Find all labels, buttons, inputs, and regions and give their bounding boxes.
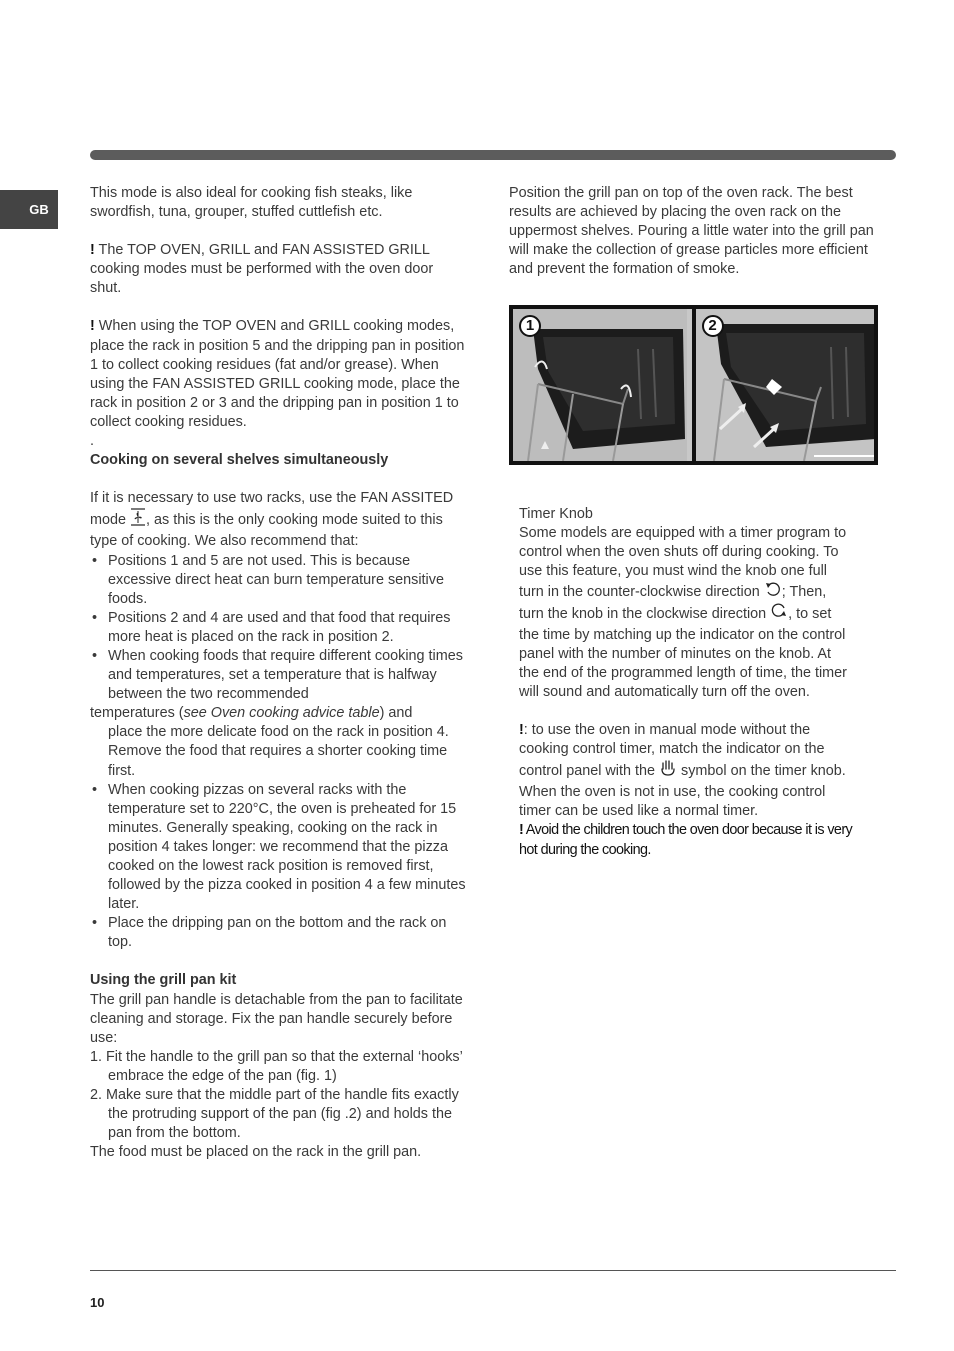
warning-text: When using the TOP OVEN and GRILL cooking modes, place the rack in position 5 and the dripping pan in position 1 to collect cooking residues (fat and/or grease). When using the FAN ASSISTED GRILL cooking mode, place the rack in position 2 or 3 and the dripping pan in position 1 to collect cooking residues. <box>90 318 465 430</box>
hand-symbol-icon <box>659 759 677 783</box>
page-number: 10 <box>90 1295 105 1310</box>
warning-door-shut <box>90 241 466 298</box>
figure-panel-2 <box>696 309 875 461</box>
warning-text: Avoid the children touch the oven door because it is very hot during the cooking. <box>519 822 853 858</box>
heading-several-shelves: Cooking on several shelves simultaneously <box>90 452 389 469</box>
warning-mark: ! <box>90 318 95 335</box>
temps-text: ) and <box>379 705 413 722</box>
figure-panel-1 <box>513 309 692 461</box>
warning-mark: ! <box>90 242 95 259</box>
clockwise-icon <box>770 603 788 625</box>
shelves-intro-text: , as this is the only cooking mode suited to this type of cooking. We also recommend that: <box>90 512 443 550</box>
manual-mode-paragraph <box>519 721 854 821</box>
warning-text: The TOP OVEN, GRILL and FAN ASSISTED GRILL cooking modes must be performed with the oven door shut. <box>90 242 434 297</box>
temperatures-continuation: place the more delicate food on the rack in position 4. Remove the food that requires a shorter cooking time first. <box>108 724 449 779</box>
footer-rule <box>90 1270 896 1271</box>
temps-text: temperatures ( <box>90 705 184 722</box>
warning-hot-door <box>519 821 854 859</box>
list-item: • Place the dripping pan on the bottom and the rack on top. <box>90 914 466 952</box>
intro-paragraph: This mode is also ideal for cooking fish steaks, like swordfish, tuna, grouper, stuffed cuttlefish etc. <box>90 185 413 221</box>
list-item: 1. Fit the handle to the grill pan so that the external ‘hooks’ embrace the edge of the pan (fig. 1) <box>90 1048 463 1084</box>
timer-knob-title: Timer Knob <box>519 506 593 522</box>
temperatures-line <box>90 704 466 723</box>
list-item: • When cooking foods that require different cooking times and temperatures, set a temperature that is halfway between the two recommended <box>90 647 466 704</box>
grill-position-paragraph: Position the grill pan on top of the oven rack. The best results are achieved by placing the oven rack on the uppermost shelves. Pouring a little water into the grill pan will make the collection of grease particles more efficient and prevent the formation of smoke. <box>509 185 874 278</box>
counter-clockwise-icon <box>764 581 782 603</box>
list-item: 2. Make sure that the middle part of the handle fits exactly the protruding support of the pan (fig .2) and holds the pan from the bottom. <box>90 1087 459 1142</box>
grill-outro: The food must be placed on the rack in the grill pan. <box>90 1144 422 1161</box>
heading-grill-pan-kit: Using the grill pan kit <box>90 972 237 989</box>
warning-rack-position <box>90 317 466 432</box>
warning-mark: ! <box>519 822 524 839</box>
figure-label-2: 2 <box>702 315 724 337</box>
header-bar <box>90 150 896 160</box>
timer-text: , to set the time by matching up the indicator on the control panel with the number of minutes on the knob. At the end of the programmed length of time, the timer will sound and automatically turn off the oven. <box>519 606 847 700</box>
timer-text: ; Then, turn the knob in the clockwise direction <box>519 584 827 623</box>
shelves-intro <box>90 489 466 551</box>
left-column <box>90 184 466 1162</box>
list-item: • Positions 1 and 5 are not used. This is because excessive direct heat can burn temperature sensitive foods. <box>90 552 466 609</box>
manual-text: : to use the oven in manual mode without the cooking control timer, match the indicator on the control panel with the <box>519 721 825 779</box>
grill-steps <box>90 1048 466 1143</box>
timer-text: Some models are equipped with a timer program to control when the oven shuts off during cooking. To use this feature, you must wind the knob one full turn in the counter-clockwise direction <box>519 525 847 601</box>
list-item: • Positions 2 and 4 are used and that food that requires more heat is placed on the rack in position 2. <box>90 609 466 647</box>
shelves-bullets <box>90 552 466 705</box>
right-column <box>509 184 877 279</box>
timer-knob-section <box>519 505 854 860</box>
stray-dot: . <box>90 433 94 450</box>
language-tab: GB <box>0 190 58 229</box>
grill-intro: The grill pan handle is detachable from the pan to facilitate cleaning and storage. Fix the pan handle securely before use: <box>90 991 463 1046</box>
manual-text: symbol on the timer knob. When the oven is not in use, the cooking control timer can be used like a normal timer. <box>519 762 846 820</box>
warning-mark: ! <box>519 721 524 738</box>
shelves-bullets-2 <box>90 781 466 953</box>
grill-pan-figure <box>509 305 878 465</box>
shelves-intro-text: If it is necessary to use two racks, use the FAN ASSITED mode <box>90 490 454 529</box>
advice-table-reference: see Oven cooking advice table <box>183 705 380 722</box>
timer-knob-paragraph <box>519 524 854 702</box>
figure-label-1: 1 <box>519 315 541 337</box>
fan-assisted-icon <box>130 508 146 532</box>
list-item: • When cooking pizzas on several racks with the temperature set to 220°C, the oven is preheated for 15 minutes. Generally speaking, cooking on the rack in position 4 takes longer: we recommend that the pizza cooked on the lowest rack position is removed first, followed by the pizza cooked in position 4 a few minutes later. <box>90 781 466 915</box>
